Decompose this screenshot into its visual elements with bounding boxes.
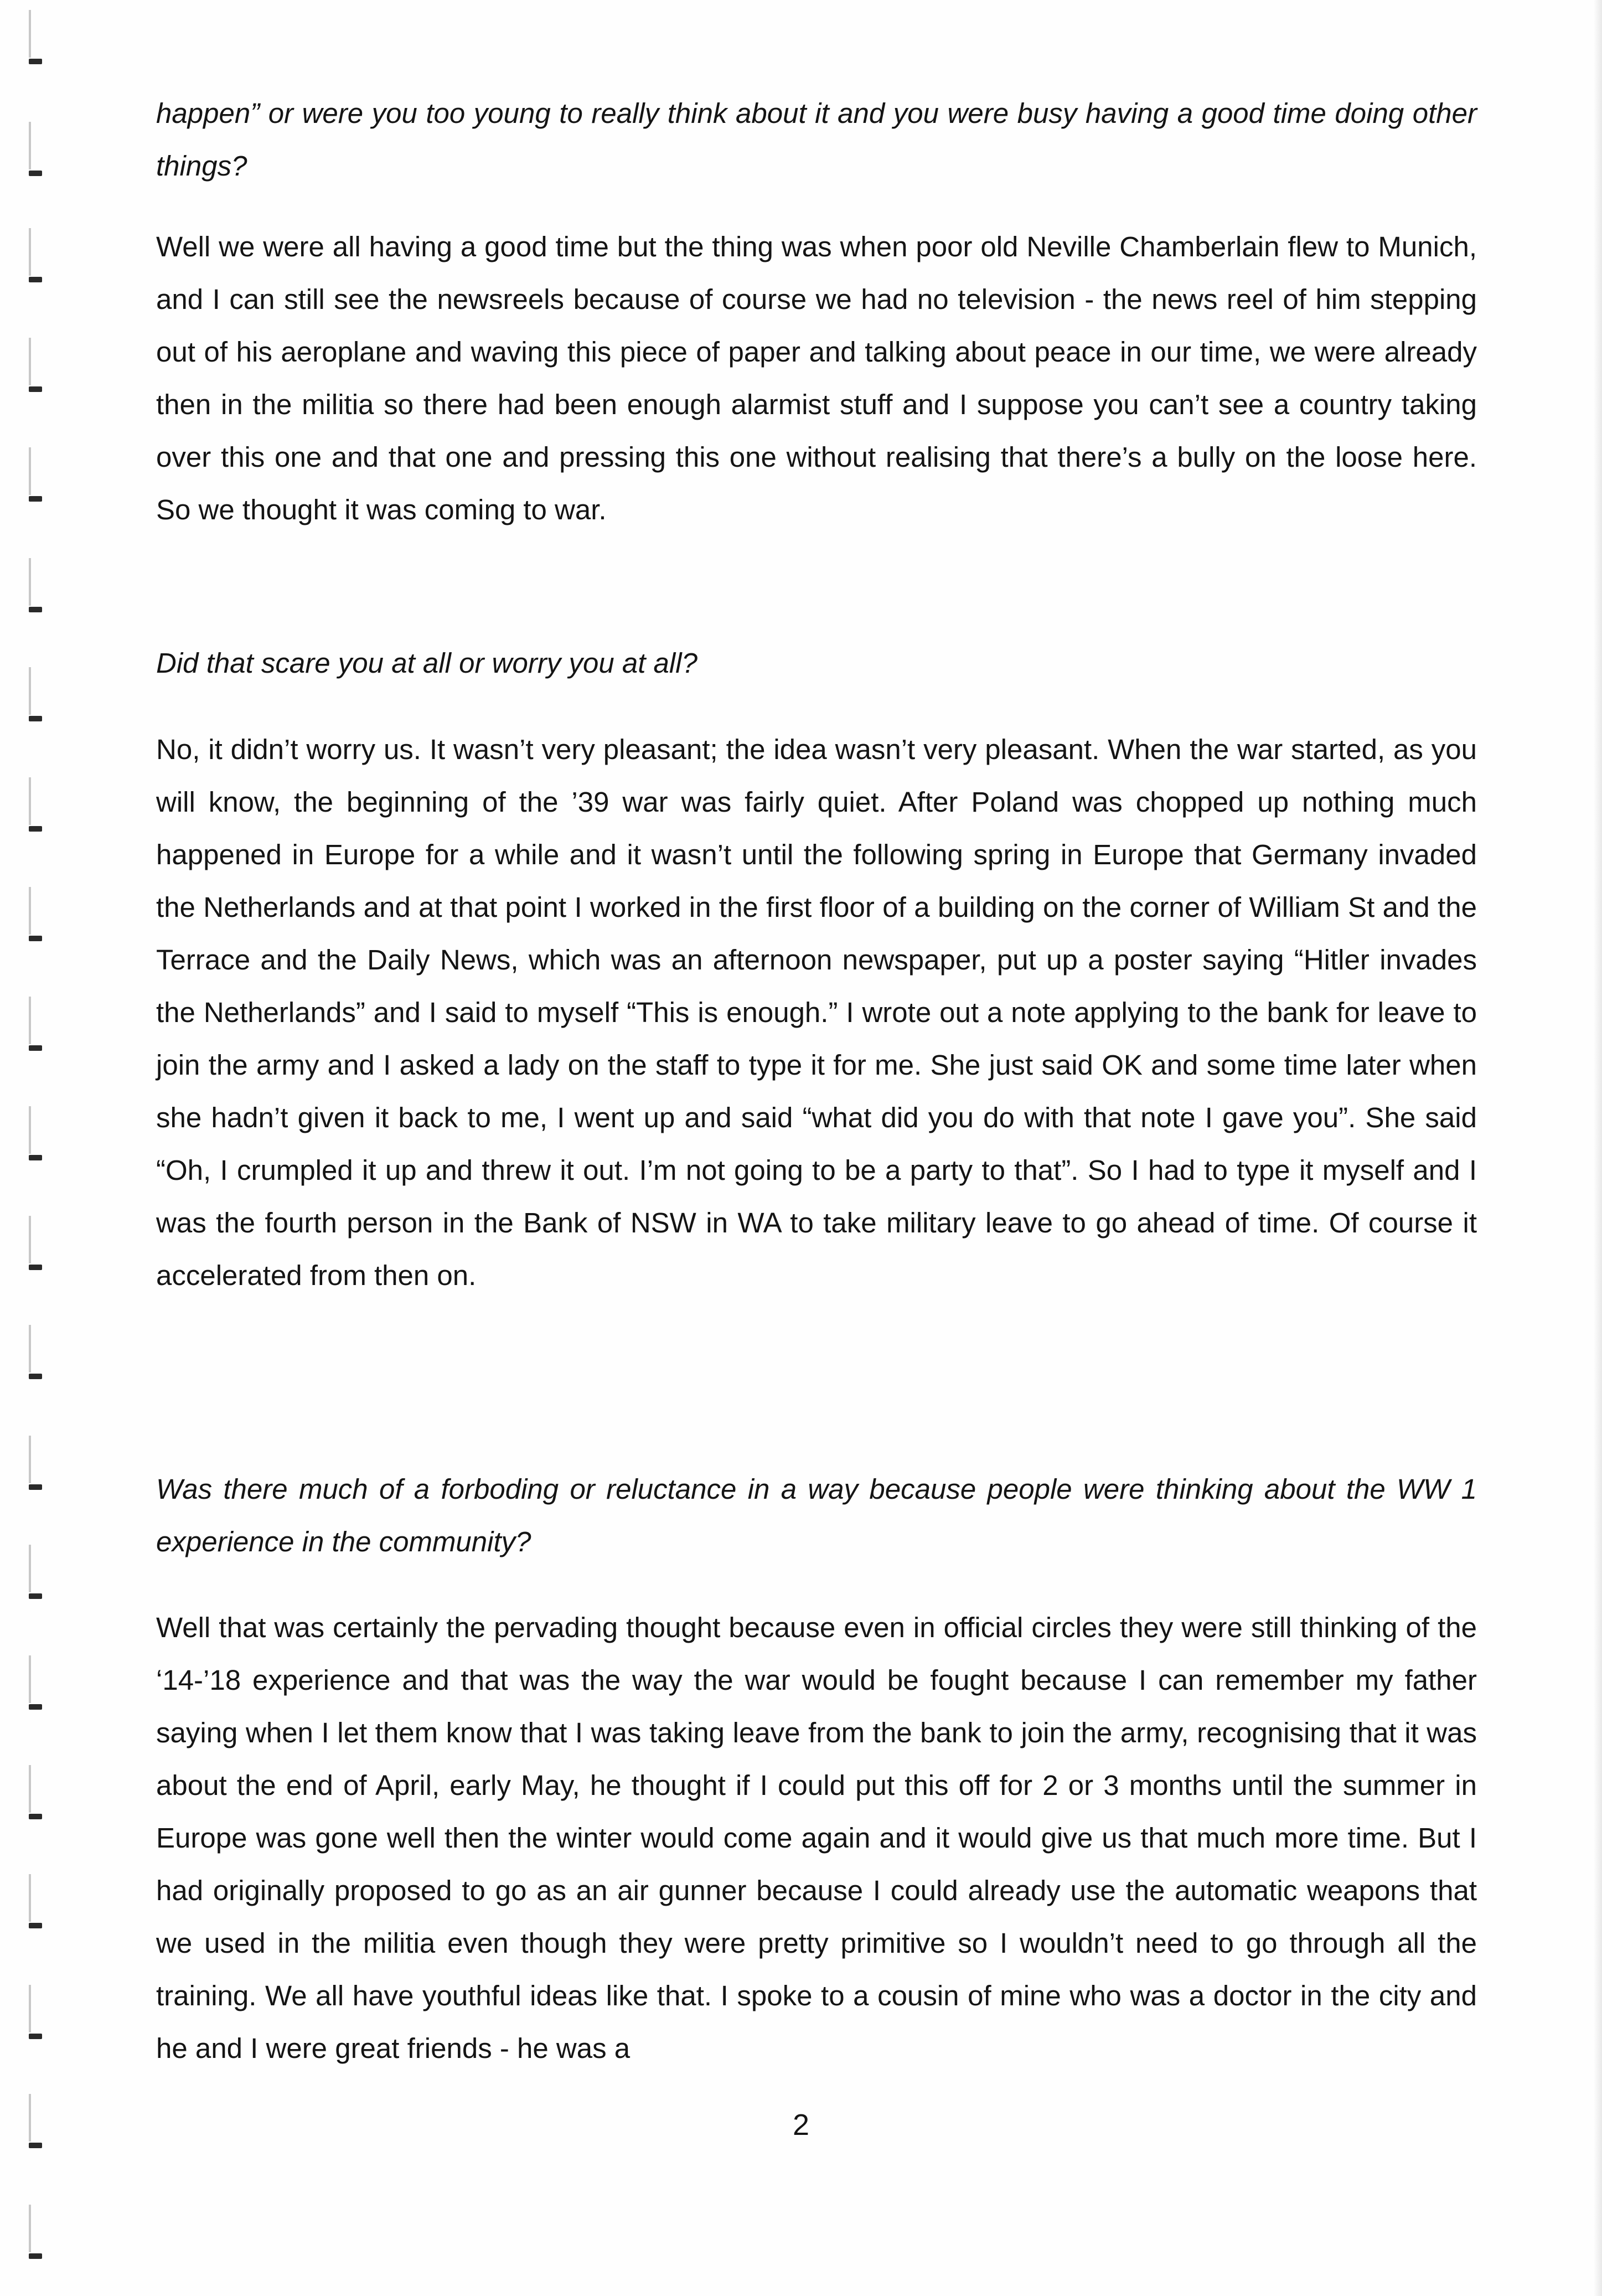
question-paragraph: Was there much of a forboding or reluctance in a way because people were thinking about the WW 1 experience in the community?: [156, 1473, 1477, 1557]
binding-hole: [22, 1985, 44, 2045]
binding-hole: [22, 1765, 44, 1825]
binding-hole: [22, 1874, 44, 1934]
binding-hole: [22, 10, 44, 70]
binding-hole: [22, 1325, 44, 1385]
binding-hole: [22, 1106, 44, 1166]
binding-hole: [22, 1545, 44, 1604]
binding-hole: [22, 1655, 44, 1715]
binding-hole: [22, 558, 44, 618]
binding-hole: [22, 2205, 44, 2264]
binding-hole: [22, 228, 44, 288]
answer-paragraph: Well that was certainly the pervading thought because even in official circles they were still thinking of the ‘14-’18 experience and that was the way the war would be fought because I can remember my father saying when I let them know that I was taking leave from the bank to join the army, recognising that it was about the end of April, early May, he thought if I could put this off for 2 or 3 months until the summer in Europe was gone well then the winter would come again and it would give us that much more time. But I had originally proposed to go as an air gunner because I could already use the automatic weapons that we used in the militia even though they were pretty primitive so I wouldn’t need to go through all the training. We all have youthful ideas like that. I spoke to a cousin of mine who was a doctor in the city and he and I were great friends - he was a: [156, 1612, 1477, 2064]
binding-hole: [22, 1216, 44, 1276]
binding-hole: [22, 122, 44, 182]
binding-hole: [22, 887, 44, 947]
binding-holes: [22, 0, 61, 2296]
binding-hole: [22, 447, 44, 507]
answer-paragraph: No, it didn’t worry us. It wasn’t very pleasant; the idea wasn’t very pleasant. When the war started, as you will know, the beginning of the ’39 war was fairly quiet. After Poland was chopped up nothing much happened in Europe for a while and it wasn’t until the following spring in Europe that Germany invaded the Netherlands and at that point I worked in the first floor of a building on the corner of William St and the Terrace and the Daily News, which was an afternoon newspaper, put up a poster saying “Hitler invades the Netherlands” and I said to myself “This is enough.” I wrote out a note applying to the bank for leave to join the army and I asked a lady on the staff to type it for me. She just said OK and some time later when she hadn’t given it back to me, I went up and said “what did you do with that note I gave you”. She said “Oh, I crumpled it up and threw it out. I’m not going to be a party to that”. So I had to type it myself and I was the fourth person in the Bank of NSW in WA to take military leave to go ahead of time. Of course it accelerated from then on.: [156, 734, 1477, 1291]
binding-hole: [22, 997, 44, 1056]
page-number: 2: [792, 2108, 810, 2142]
question-paragraph: happen” or were you too young to really think about it and you were busy having a good time doing other things?: [156, 97, 1477, 182]
binding-hole: [22, 1436, 44, 1495]
page-edge-shadow: [1593, 0, 1602, 2296]
answer-paragraph: Well we were all having a good time but the thing was when poor old Neville Chamberlain flew to Munich, and I can still see the newsreels because of course we had no television - the news reel of him stepping out of his aeroplane and waving this piece of paper and talking about peace in our time, we were already then in the militia so there had been enough alarmist stuff and I suppose you can’t see a country taking over this one and that one and pressing this one without realising that there’s a bully on the loose here. So we thought it was coming to war.: [156, 231, 1477, 525]
binding-hole: [22, 777, 44, 837]
binding-hole: [22, 338, 44, 398]
question-paragraph: Did that scare you at all or worry you at all?: [156, 647, 697, 679]
binding-hole: [22, 667, 44, 727]
